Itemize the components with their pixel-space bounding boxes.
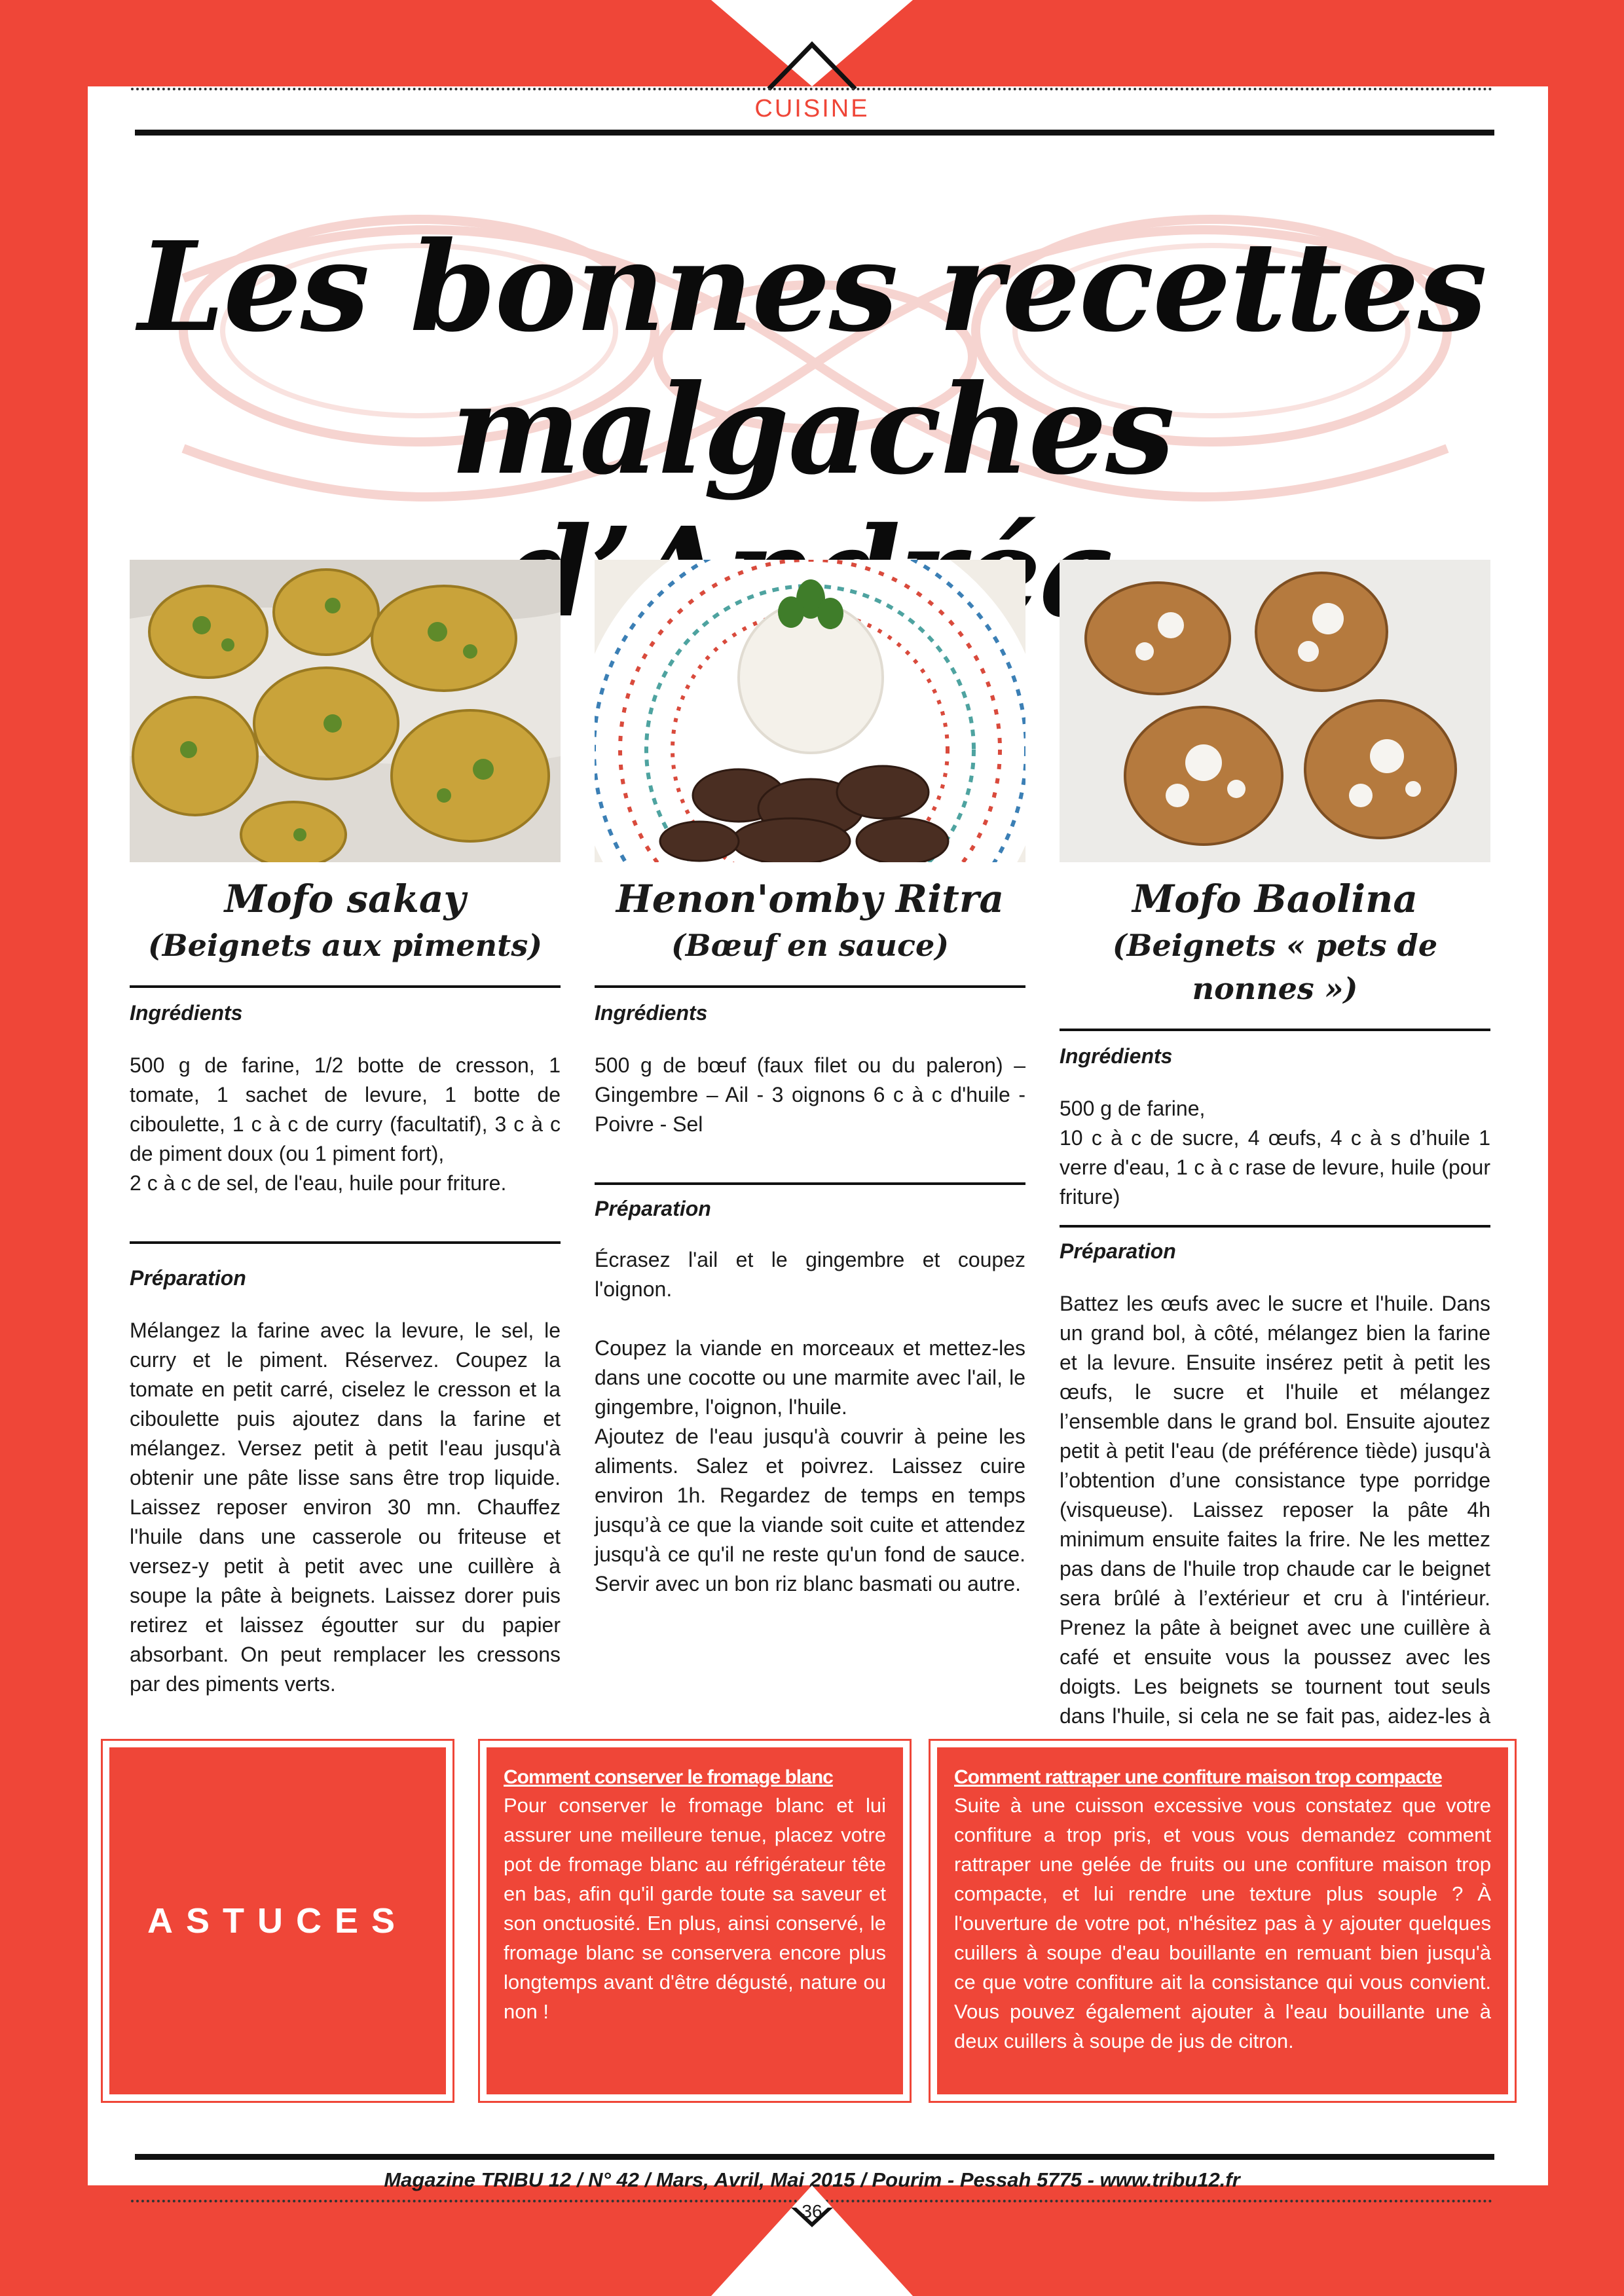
sugar-fritters-image: [1060, 560, 1490, 862]
recipe-column-2: [595, 560, 1025, 1599]
rule: [1060, 1029, 1490, 1031]
recipe-photo-fritters: [130, 560, 561, 862]
bottom-solid-rule: [135, 2154, 1494, 2160]
recipe-photo-sugar-fritters: [1060, 560, 1490, 862]
title-line-2: malgaches: [450, 357, 1174, 502]
preparation-text-2b: Coupez la viande en morceaux et mettez-les dans une cocotte ou une marmite avec l'ail, le gingembre, l'oignon, l'huile.: [595, 1336, 1025, 1419]
ingredients-heading-1: Ingrédients: [130, 1001, 243, 1025]
title-line-1: Les bonnes recettes: [138, 215, 1486, 359]
ingredients-text-3: 500 g de farine,: [1060, 1097, 1206, 1120]
rule: [595, 1182, 1025, 1185]
recipe-name-3: Mofo Baolina: [1132, 877, 1418, 921]
preparation-text-2c: Ajoutez de l'eau jusqu'à couvrir à peine les aliments. Salez et poivrez. Laissez cuire environ 1h. Regardez de temps en temps jusqu’à ce que la viande soit cuite et attendez jusqu'à ce qu'il ne reste qu'un fond de sauce. Servir avec un bon riz blanc basmati ou autre.: [595, 1425, 1025, 1595]
tip-title-2: Comment rattraper une confiture maison trop compacte: [954, 1766, 1442, 1788]
tips-label-box: [101, 1739, 454, 2103]
tip-text-1: Pour conserver le fromage blanc et lui assurer une meilleure tenue, placez votre pot de fromage blanc au réfrigérateur tête en bas, afin qu'il garde toute sa saveur et son onctuosité. En plus, ainsi conservé, le fromage blanc se conservera encore plus longtemps avant d'être dégusté, nature ou non !: [504, 1794, 886, 2023]
rule: [1060, 1225, 1490, 1228]
recipe-subtitle-1: (Beignets aux piments): [147, 928, 543, 963]
fritters-image: [130, 560, 561, 862]
recipe-name-2: Henon'omby Ritra: [616, 877, 1005, 921]
footer-credits: Magazine TRIBU 12 / N° 42 / Mars, Avril, Mai 2015 / Pourim - Pessah 5775 - www.tribu12.fr: [384, 2168, 1240, 2191]
section-label: CUISINE: [754, 95, 870, 122]
ingredients-text-1: 500 g de farine, 1/2 botte de cresson, 1 tomate, 1 sachet de levure, 1 botte de ciboulette, 1 c à c de curry (facultatif), 3 c à c de piment doux (ou 1 piment fort),: [130, 1053, 561, 1165]
recipe-column-1: [130, 560, 561, 1699]
preparation-heading-2: Préparation: [595, 1197, 711, 1220]
recipe-name-1: Mofo sakay: [224, 877, 466, 921]
tip-box-2: [929, 1739, 1517, 2103]
rule: [130, 985, 561, 988]
recipe-subtitle-3: (Beignets « pets de nonnes »): [1112, 928, 1438, 1006]
tips-label: ASTUCES: [109, 1747, 446, 2094]
rule: [130, 1241, 561, 1244]
tip-box-1: [478, 1739, 912, 2103]
preparation-text-3: Battez les œufs avec le sucre et l'huile. Dans un grand bol, à côté, mélangez bien la farine et la levure. Ensuite insérez petit à petit les œufs, le sucre et l'huile et mélangez l’ensemble dans le grand bol. Ensuite ajoutez petit à petit l'eau (de préférence tiède) jusqu'à l’obtention d’une consistance type porridge (visqueuse). Laissez reposer la pâte 4h minimum ensuite faites la frire. Ne les mettez pas dans de l'huile trop chaude car le beignet sera brûlé à l’extérieur et cru à l'intérieur. Prenez la pâte à beignet avec une cuillère à café et ensuite vous la poussez avec les doigts. Les beignets se tournent tout seuls dans l'huile, si cela ne se fait pas, aidez-les à: [1060, 1292, 1490, 1728]
page-number: 36: [802, 2201, 822, 2221]
preparation-heading-1: Préparation: [130, 1266, 246, 1290]
recipe-photo-beef: [595, 560, 1025, 862]
preparation-text-2a: Écrasez l'ail et le gingembre et coupez l'oignon.: [595, 1248, 1025, 1301]
preparation-text-1: Mélangez la farine avec la levure, le sel, le curry et le piment. Réservez. Coupez la tomate en petit carré, ciselez le cresson et la ciboulette puis ajoutez dans la farine et mélangez. Versez petit à petit l'eau jusqu'à obtenir une pâte lisse sans être trop liquide. Laissez reposer environ 30 mn. Chauffez l'huile dans une casserole ou friteuse et versez-y petit à petit avec une cuillère à soupe la pâte à beignets. Laissez dorer puis retirez et laissez égoutter sur du papier absorbant. On peut remplacer les cressons par des piments verts.: [130, 1319, 561, 1696]
beef-rice-image: [595, 560, 1025, 862]
ingredients-extra-1: 2 c à c de sel, de l'eau, huile pour friture.: [130, 1171, 507, 1195]
peak-icon: [765, 41, 859, 92]
tip-title-1: Comment conserver le fromage blanc: [504, 1766, 833, 1788]
rule: [595, 985, 1025, 988]
recipe-column-3: [1060, 560, 1490, 1760]
ingredients-text-2: 500 g de bœuf (faux filet ou du paleron) – Gingembre – Ail - 3 oignons 6 c à c d'huile - Poivre - Sel: [595, 1053, 1025, 1136]
preparation-heading-3: Préparation: [1060, 1239, 1176, 1263]
top-solid-rule: [135, 130, 1494, 136]
ingredients-heading-3: Ingrédients: [1060, 1044, 1173, 1068]
recipe-subtitle-2: (Bœuf en sauce): [671, 928, 950, 963]
top-dotted-rule: [131, 88, 1493, 90]
tip-text-2: Suite à une cuisson excessive vous constatez que votre confiture a trop pris, et vous vous demandez comment rattraper une gelée de fruits ou une confiture maison trop compacte, et lui rendre une texture plus souple ? À l'ouverture de votre pot, n'hésitez pas à y ajouter quelques cuillers à soupe d'eau bouillante en remuant bien jusqu'à ce que votre confiture ait la consistance qui vous convient. Vous pouvez également ajouter à l'eau bouillante une à deux cuillers à soupe de jus de citron.: [954, 1794, 1491, 2052]
ingredients-heading-2: Ingrédients: [595, 1001, 708, 1025]
ingredients-extra-3: 10 c à c de sucre, 4 œufs, 4 c à s d’huile 1 verre d'eau, 1 c à c rase de levure, huile (pour friture): [1060, 1126, 1490, 1209]
